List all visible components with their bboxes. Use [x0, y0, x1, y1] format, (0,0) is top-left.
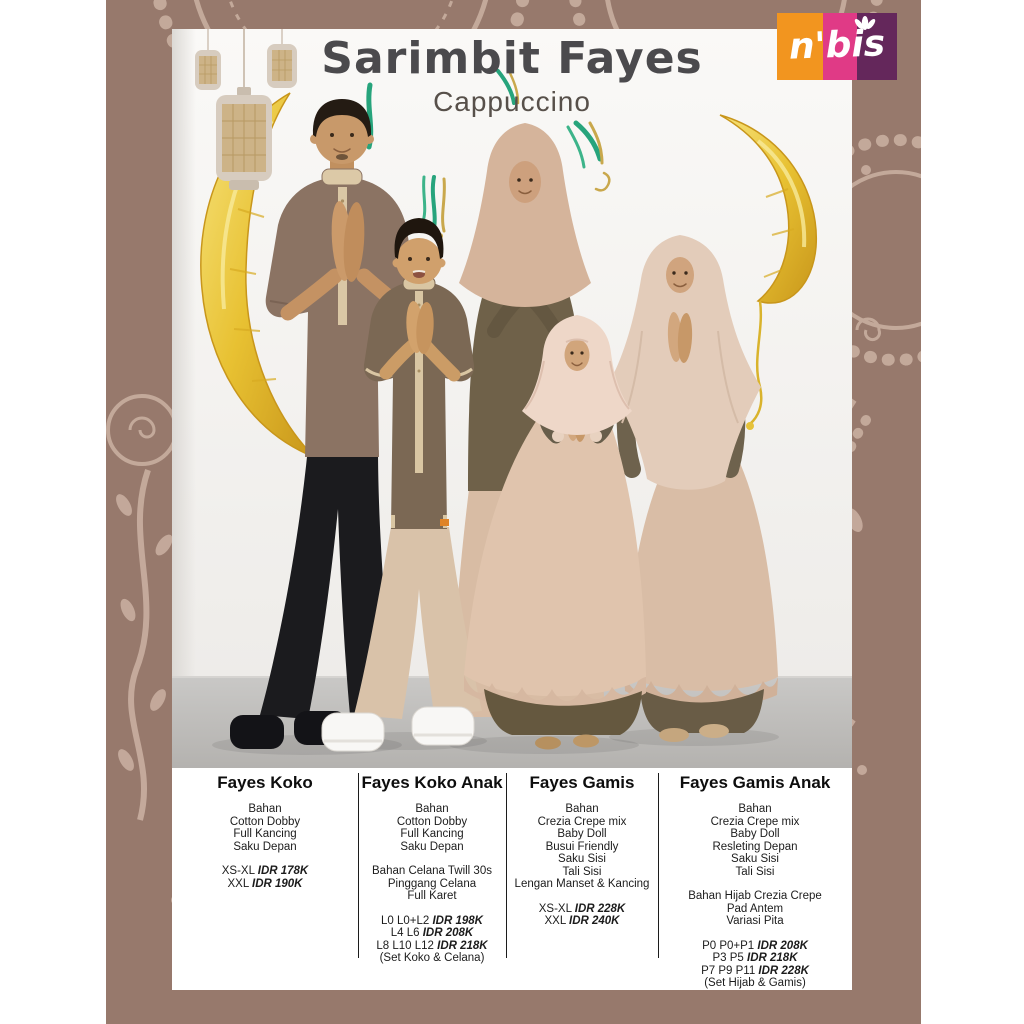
price-group — [658, 940, 852, 990]
product-title: Fayes Gamis — [529, 773, 635, 792]
price-value: IDR 218K — [747, 952, 798, 964]
size-label: XXL — [544, 915, 569, 927]
price-value: IDR 178K — [257, 865, 309, 877]
spec-line: Tali Sisi — [562, 865, 602, 878]
spec-group — [658, 890, 852, 928]
spec-line: Resleting Depan — [712, 840, 798, 853]
spec-line: Crezia Crepe mix — [537, 815, 627, 828]
spec-line: Cotton Dobby — [396, 815, 468, 828]
spec-line: Busui Friendly — [545, 840, 619, 853]
price-line — [172, 878, 358, 891]
product-details — [358, 803, 506, 965]
size-label: L4 L6 — [390, 927, 423, 939]
spec-line: Saku Depan — [233, 840, 297, 853]
spec-group — [358, 803, 506, 853]
product-column-fayes-gamis-anak — [658, 768, 852, 990]
spec-group — [172, 803, 358, 853]
price-group — [358, 915, 506, 965]
spec-line: Bahan — [565, 803, 599, 815]
price-value: IDR 218K — [437, 939, 488, 952]
spec-line: Lengan Manset & Kancing — [514, 878, 650, 890]
spec-line: Baby Doll — [730, 828, 780, 840]
price-line — [658, 952, 852, 965]
brand-name: n'bis — [788, 23, 886, 68]
size-label: XXL — [227, 877, 252, 890]
product-details — [172, 803, 358, 890]
size-label: L8 L10 L12 — [376, 939, 438, 952]
product-column-fayes-gamis — [506, 768, 658, 990]
spec-line: Saku Depan — [400, 840, 464, 853]
product-title: Fayes Koko — [217, 773, 313, 792]
price-line — [658, 965, 852, 978]
family-photo — [172, 29, 852, 768]
set-note: (Set Koko & Celana) — [379, 952, 485, 964]
poster-subtitle: Cappuccino — [433, 86, 591, 117]
product-title: Fayes Koko Anak — [361, 773, 503, 792]
price-line — [358, 940, 506, 953]
price-group — [506, 903, 658, 928]
size-label: P0 P0+P1 — [702, 939, 758, 952]
price-value: IDR 198K — [432, 914, 483, 927]
spec-line: Crezia Crepe mix — [710, 815, 800, 828]
price-value: IDR 208K — [422, 927, 474, 939]
product-details — [658, 803, 852, 990]
content-panel — [172, 29, 852, 990]
spec-line: Baby Doll — [557, 828, 607, 840]
price-value: IDR 228K — [574, 902, 626, 915]
price-line — [172, 865, 358, 878]
set-note: (Set Hijab & Gamis) — [704, 977, 806, 989]
size-label: L0 L0+L2 — [381, 914, 433, 927]
spec-line: Pinggang Celana — [387, 877, 477, 890]
price-value: IDR 240K — [569, 915, 620, 927]
product-details — [506, 803, 658, 928]
spec-group — [506, 803, 658, 891]
price-line — [506, 915, 658, 928]
price-value: IDR 228K — [758, 964, 809, 977]
poster-title: Sarimbit Fayes — [321, 33, 703, 84]
spec-line: Tali Sisi — [735, 865, 775, 878]
spec-line: Full Kancing — [233, 828, 297, 840]
orange-brand-tag — [440, 519, 449, 526]
spec-line: Bahan — [248, 803, 282, 815]
size-label: P7 P9 P11 — [701, 964, 759, 977]
price-line — [506, 903, 658, 916]
spec-line: Bahan Celana Twill 30s — [372, 865, 492, 877]
spec-group — [358, 865, 506, 903]
spec-line: Variasi Pita — [726, 915, 784, 927]
spec-line: Full Kancing — [400, 828, 464, 840]
spec-line: Bahan Hijab Crezia Crepe — [688, 890, 822, 902]
spec-line: Bahan — [738, 803, 772, 815]
brand-logo — [777, 13, 897, 80]
spec-line: Bahan — [415, 803, 449, 815]
spec-line: Cotton Dobby — [229, 815, 301, 828]
spec-line: Saku Sisi — [558, 853, 606, 865]
spec-line: Saku Sisi — [731, 853, 779, 865]
product-column-fayes-koko-anak — [358, 768, 506, 990]
product-info — [172, 768, 852, 990]
price-value: IDR 190K — [252, 877, 303, 890]
size-label: P3 P5 — [712, 952, 748, 964]
header-titles — [172, 33, 852, 118]
price-line — [358, 915, 506, 928]
price-line — [358, 927, 506, 940]
spec-line: Full Karet — [407, 890, 457, 902]
product-title: Fayes Gamis Anak — [679, 773, 831, 792]
price-value: IDR 208K — [757, 939, 808, 952]
price-group — [172, 865, 358, 890]
product-column-fayes-koko — [172, 768, 358, 990]
price-line — [658, 940, 852, 953]
size-label: XS-XL — [538, 902, 575, 915]
spec-line: Pad Antem — [726, 902, 784, 915]
size-label: XS-XL — [221, 865, 258, 877]
spec-group — [658, 803, 852, 878]
